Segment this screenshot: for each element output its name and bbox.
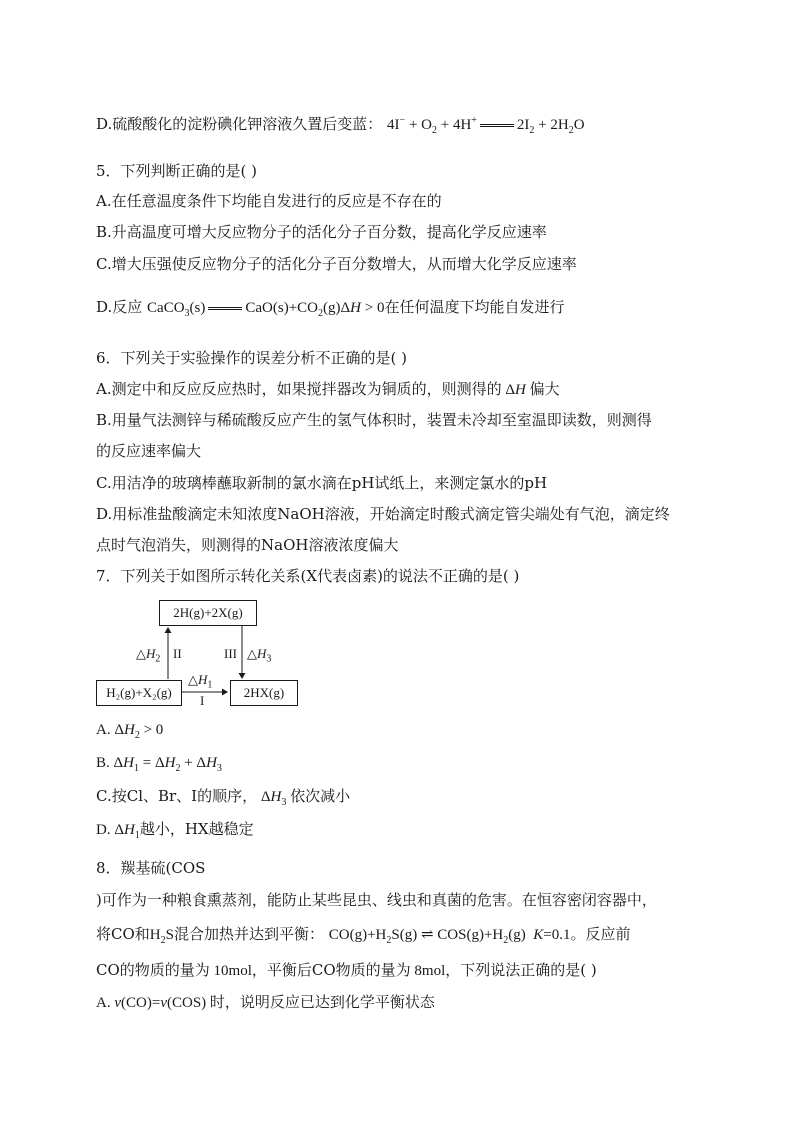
q5-option-a: A.在任意温度条件下均能自发进行的反应是不存在的: [96, 192, 442, 210]
q8-stem-line1: 8．羰基硫(COS: [96, 859, 206, 877]
label-iii: III: [224, 646, 237, 661]
q8-option-a: A. v(CO)=v(COS) 时，说明反应已达到化学平衡状态: [96, 993, 435, 1011]
thermo-cycle-diagram: [96, 598, 296, 713]
label-dh3: $\triangle H_3$: [247, 646, 272, 665]
label-dh2: $\triangle H_2$: [136, 646, 161, 665]
q5-stem: 5．下列判断正确的是( ): [96, 162, 258, 180]
label-i: I: [200, 693, 205, 708]
label-dh1: $\triangle H_1$: [188, 672, 213, 691]
q6-option-b-line1: B.用量气法测锌与稀硫酸反应产生的氢气体积时，装置未冷却至室温即读数，则测得: [96, 411, 652, 429]
box-reactants: H₂(g)+X₂(g): [96, 680, 182, 706]
q7-option-a: A. $\Delta H_2 > 0$: [96, 722, 164, 741]
box-atoms: 2H(g)+2X(g): [159, 600, 257, 626]
q6-stem: 6．下列关于实验操作的误差分析不正确的是( ): [96, 349, 408, 367]
q7-option-d: D. $\Delta H_1$越小，HX越稳定: [96, 820, 254, 841]
q6-option-d-line2: 点时气泡消失，则测得的NaOH溶液浓度偏大: [96, 536, 399, 554]
label-ii: II: [173, 646, 182, 661]
q6-option-c: C.用洁净的玻璃棒蘸取新制的氯水滴在pH试纸上，来测定氯水的pH: [96, 474, 548, 492]
q6-option-a: A.测定中和反应反应热时，如果搅拌器改为铜质的，则测得的 ΔH 偏大: [96, 380, 560, 398]
q4-option-d: D.硫酸酸化的淀粉碘化钾溶液久置后变蓝： $4I^- + O_2 + 4H^+$ $2I_2 + 2H_2O$: [96, 115, 585, 136]
q6-option-d-line1: D.用标准盐酸滴定未知浓度NaOH溶液，开始滴定时酸式滴定管尖端处有气泡，滴定终: [96, 505, 670, 523]
q6-option-b-line2: 的反应速率偏大: [96, 442, 202, 460]
box-product: 2HX(g): [230, 680, 298, 706]
q7-option-b: B. $\Delta H_1 = \Delta H_2 + \Delta H_3$: [96, 755, 222, 774]
q8-stem-line4: CO的物质的量为 10mol，平衡后CO物质的量为 8mol，下列说法正确的是( ): [96, 961, 597, 979]
q5-option-c: C.增大压强使反应物分子的活化分子百分数增大，从而增大化学反应速率: [96, 255, 577, 273]
q7-option-c: C.按Cl、Br、I的顺序， $\Delta H_3$ 依次减小: [96, 787, 351, 808]
q8-stem-line2: )可作为一种粮食熏蒸剂，能防止某些昆虫、线虫和真菌的危害。在恒容密闭容器中，: [96, 891, 657, 909]
q5-option-b: B.升高温度可增大反应物分子的活化分子百分数，提高化学反应速率: [96, 223, 547, 241]
q8-stem-line3: 将CO和$H_2S$混合加热并达到平衡： $CO(g)+H_2S(g)$ ⇌ $COS(g)+H_2(g)$ K=0.1。反应前: [96, 925, 631, 946]
q5-option-d: D.反应 CaCO$_3$(s) $CaO(s)+CO_2(g)\Delta H > 0$在任何温度下均能自发进行: [96, 298, 565, 319]
q7-stem: 7．下列关于如图所示转化关系(X代表卤素)的说法不正确的是( ): [96, 567, 520, 585]
